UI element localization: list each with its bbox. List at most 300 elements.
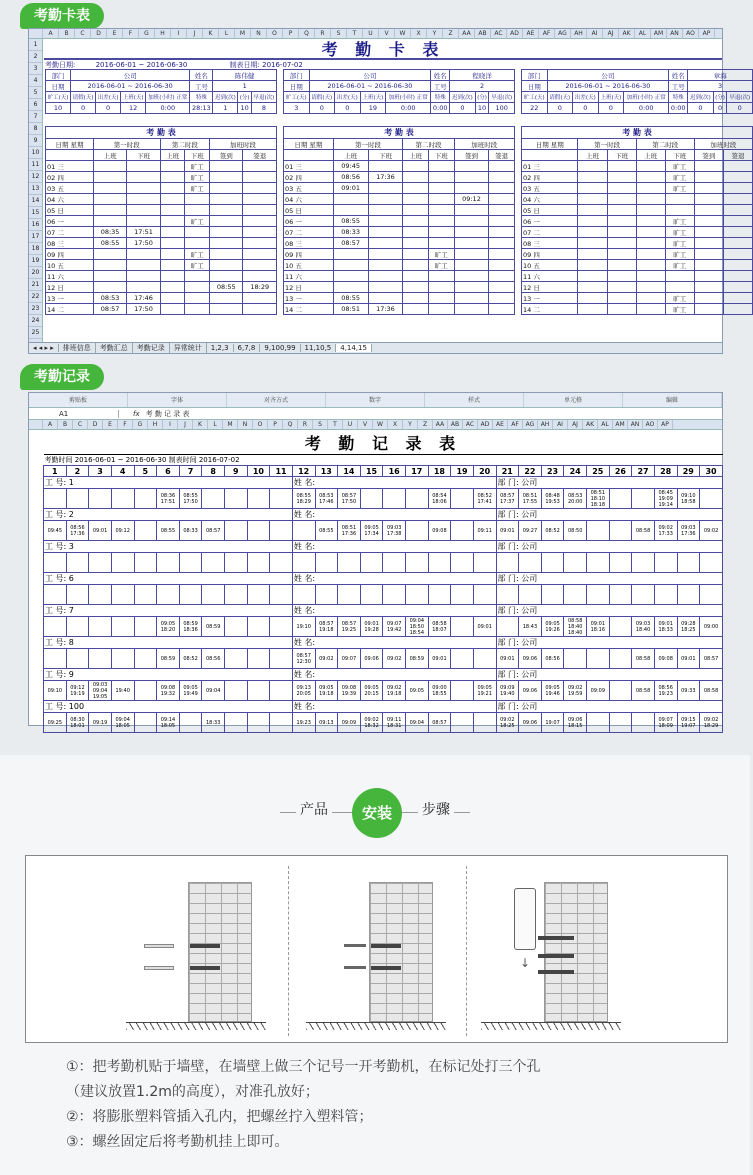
name-value: 程晓洋 bbox=[450, 70, 515, 81]
punch-cell: 09:01 bbox=[496, 649, 519, 669]
column-header[interactable]: AB bbox=[448, 420, 463, 429]
date-range: 2016-06-01 ~ 2016-06-30 bbox=[95, 61, 188, 69]
column-header[interactable]: C bbox=[75, 29, 91, 38]
time-cell bbox=[723, 227, 752, 238]
day-cell: 01 三 bbox=[522, 161, 578, 172]
punch-cell bbox=[111, 553, 134, 573]
column-header[interactable]: AC bbox=[463, 420, 478, 429]
punch-cell: 08:50 bbox=[564, 521, 587, 541]
column-header[interactable]: Z bbox=[418, 420, 433, 429]
punch-cell: 08:55 bbox=[157, 521, 180, 541]
column-header[interactable]: H bbox=[148, 420, 163, 429]
punch-cell bbox=[451, 585, 474, 605]
column-header[interactable]: AE bbox=[493, 420, 508, 429]
column-header[interactable]: P bbox=[283, 29, 299, 38]
row-header[interactable]: 6 bbox=[29, 99, 42, 111]
punch-cell: 08:55 bbox=[315, 521, 338, 541]
column-header[interactable]: Q bbox=[299, 29, 315, 38]
punch-cell bbox=[89, 617, 112, 637]
time-cell bbox=[489, 183, 515, 194]
time-cell: 旷工 bbox=[665, 216, 694, 227]
row-header[interactable]: 22 bbox=[29, 291, 42, 303]
time-cell bbox=[160, 304, 185, 315]
ribbon-group[interactable]: 单元格 bbox=[524, 393, 623, 407]
row-header[interactable]: 25 bbox=[29, 327, 42, 339]
column-header[interactable]: I bbox=[171, 29, 187, 38]
time-cell bbox=[368, 260, 403, 271]
punch-cell bbox=[66, 489, 89, 509]
time-cell bbox=[694, 304, 723, 315]
punch-cell: 08:48 19:53 bbox=[541, 489, 564, 509]
time-cell: 08:55 bbox=[333, 216, 368, 227]
time-cell bbox=[694, 183, 723, 194]
column-header[interactable]: AD bbox=[478, 420, 493, 429]
punch-cell bbox=[609, 713, 632, 733]
column-header[interactable]: L bbox=[219, 29, 235, 38]
sheet-tab[interactable]: 异常统计 bbox=[170, 343, 207, 353]
day-cell: 02 四 bbox=[522, 172, 578, 183]
punch-cell bbox=[225, 521, 248, 541]
time-cell bbox=[333, 282, 368, 293]
column-header[interactable]: AD bbox=[507, 29, 523, 38]
shift-header: 第一时段 bbox=[93, 139, 160, 150]
time-cell: 旷工 bbox=[665, 172, 694, 183]
punch-cell: 08:57 17:50 bbox=[338, 489, 361, 509]
sheet-tab[interactable]: 11,10,5 bbox=[301, 344, 337, 352]
column-header[interactable]: AF bbox=[508, 420, 523, 429]
column-header[interactable]: T bbox=[328, 420, 343, 429]
punch-cell bbox=[157, 553, 180, 573]
time-cell bbox=[243, 238, 277, 249]
arrow-down-icon: ↓ bbox=[520, 956, 531, 970]
column-header[interactable]: A bbox=[43, 29, 59, 38]
column-header[interactable]: AM bbox=[651, 29, 667, 38]
punch-cell bbox=[202, 553, 225, 573]
column-header[interactable]: L bbox=[208, 420, 223, 429]
punch-cell: 09:01 bbox=[496, 521, 519, 541]
ribbon-group[interactable]: 数字 bbox=[326, 393, 425, 407]
time-cell bbox=[694, 282, 723, 293]
sheet-tab[interactable]: 考勤汇总 bbox=[96, 343, 133, 353]
heading-right: 步骤 bbox=[418, 799, 454, 819]
sheet-tab[interactable]: 9,100,99 bbox=[260, 344, 300, 352]
ribbon-group[interactable]: 对齐方式 bbox=[227, 393, 326, 407]
time-cell: 08:55 bbox=[210, 282, 243, 293]
stat-value: 0 bbox=[309, 103, 335, 114]
row-header[interactable]: 9 bbox=[29, 135, 42, 147]
ribbon-group[interactable]: 样式 bbox=[425, 393, 524, 407]
time-cell bbox=[243, 161, 277, 172]
column-header[interactable]: AA bbox=[459, 29, 475, 38]
time-cell bbox=[403, 282, 429, 293]
employee-info-table bbox=[283, 69, 515, 114]
time-cell bbox=[243, 260, 277, 271]
day-cell: 04 六 bbox=[46, 194, 94, 205]
day-cell: 06 一 bbox=[522, 216, 578, 227]
time-cell bbox=[578, 260, 607, 271]
time-cell bbox=[403, 293, 429, 304]
column-header[interactable]: U bbox=[363, 29, 379, 38]
time-cell bbox=[210, 238, 243, 249]
punch-cell: 08:51 17:36 bbox=[338, 521, 361, 541]
sheet-tab[interactable]: 6,7,8 bbox=[234, 344, 261, 352]
row-header[interactable]: 11 bbox=[29, 159, 42, 171]
sheet-tab[interactable]: 1,2,3 bbox=[207, 344, 234, 352]
punch-cell bbox=[338, 553, 361, 573]
row-header[interactable]: 18 bbox=[29, 243, 42, 255]
ribbon-group[interactable]: 剪贴板 bbox=[29, 393, 128, 407]
punch-cell: 08:51 18:10 18:18 bbox=[587, 489, 610, 509]
column-header[interactable]: X bbox=[411, 29, 427, 38]
row-header[interactable]: 8 bbox=[29, 123, 42, 135]
time-cell bbox=[428, 282, 454, 293]
column-header[interactable]: AK bbox=[583, 420, 598, 429]
column-header[interactable]: H bbox=[155, 29, 171, 38]
column-header[interactable]: AH bbox=[538, 420, 553, 429]
row-header[interactable]: 17 bbox=[29, 231, 42, 243]
time-cell bbox=[607, 260, 636, 271]
punch-cell: 08:58 18:40 18:40 bbox=[564, 617, 587, 637]
punch-cell: 09:08 bbox=[428, 521, 451, 541]
corner-cell[interactable] bbox=[29, 420, 43, 429]
column-header[interactable]: F bbox=[123, 29, 139, 38]
punch-cell: 08:45 19:09 19:14 bbox=[654, 489, 677, 509]
shift-sub bbox=[522, 150, 578, 161]
step-1b: （建议放置1.2m的高度），对准孔放好； bbox=[66, 1084, 319, 1100]
punch-cell: 09:02 bbox=[700, 521, 723, 541]
row-header[interactable]: 5 bbox=[29, 87, 42, 99]
column-header[interactable]: Q bbox=[283, 420, 298, 429]
ribbon-group[interactable]: 字体 bbox=[128, 393, 227, 407]
column-header[interactable]: AK bbox=[619, 29, 635, 38]
column-header[interactable]: U bbox=[343, 420, 358, 429]
record-title: 考 勤 记 录 表 bbox=[44, 431, 723, 455]
id-label: 工号 bbox=[190, 81, 213, 92]
punch-cell bbox=[270, 489, 293, 509]
punch-cell bbox=[654, 585, 677, 605]
punch-cell: 08:52 17:41 bbox=[473, 489, 496, 509]
punch-cell: 09:05 20:15 bbox=[360, 681, 383, 701]
tab-nav-icon[interactable]: ◂ ◂ ▸ ▸ bbox=[29, 344, 59, 352]
column-header[interactable]: Z bbox=[443, 29, 459, 38]
row-header[interactable]: 10 bbox=[29, 147, 42, 159]
punch-cell bbox=[292, 553, 315, 573]
punch-cell: 08:51 17:55 bbox=[519, 489, 542, 509]
screw-2 bbox=[344, 966, 366, 969]
daily-attendance-table bbox=[45, 126, 277, 315]
column-header[interactable]: B bbox=[59, 29, 75, 38]
day-header: 29 bbox=[677, 466, 700, 477]
column-header[interactable]: AH bbox=[571, 29, 587, 38]
column-header[interactable]: AJ bbox=[568, 420, 583, 429]
column-header[interactable]: Y bbox=[427, 29, 443, 38]
column-header[interactable]: AJ bbox=[603, 29, 619, 38]
time-cell: 18:29 bbox=[243, 282, 277, 293]
punch-cell bbox=[587, 585, 610, 605]
column-header[interactable]: AN bbox=[628, 420, 643, 429]
hole-2 bbox=[190, 966, 220, 970]
punch-cell: 09:01 bbox=[677, 649, 700, 669]
punch-cell bbox=[247, 553, 270, 573]
formula-input[interactable]: 考 勤 记 录 表 bbox=[145, 409, 190, 418]
column-header[interactable]: E bbox=[107, 29, 123, 38]
shift-sub: 签退 bbox=[243, 150, 277, 161]
name-label: 姓名 bbox=[190, 70, 213, 81]
column-header[interactable]: V bbox=[358, 420, 373, 429]
punch-cell bbox=[632, 553, 655, 573]
day-header: 11 bbox=[270, 466, 293, 477]
sheet-tab[interactable]: 考勤记录 bbox=[133, 343, 170, 353]
shift-sub bbox=[46, 150, 94, 161]
column-header[interactable]: AN bbox=[667, 29, 683, 38]
day-cell: 07 二 bbox=[284, 227, 334, 238]
column-header[interactable]: AE bbox=[523, 29, 539, 38]
wall-2 bbox=[369, 882, 433, 1022]
punch-cell bbox=[134, 649, 157, 669]
time-cell bbox=[243, 293, 277, 304]
column-header[interactable]: P bbox=[268, 420, 283, 429]
punch-cell: 08:57 19:25 bbox=[338, 617, 361, 637]
punch-cell bbox=[111, 489, 134, 509]
column-header[interactable]: R bbox=[298, 420, 313, 429]
column-header[interactable]: C bbox=[73, 420, 88, 429]
day-header: 24 bbox=[564, 466, 587, 477]
row-header[interactable]: 23 bbox=[29, 303, 42, 315]
install-steps bbox=[66, 1055, 706, 1155]
punch-cell bbox=[519, 585, 542, 605]
day-cell: 11 六 bbox=[522, 271, 578, 282]
time-cell bbox=[368, 249, 403, 260]
column-header[interactable]: AA bbox=[433, 420, 448, 429]
row-header[interactable]: 4 bbox=[29, 75, 42, 87]
employee-name-cell: 姓 名: bbox=[292, 669, 496, 681]
column-header[interactable]: M bbox=[235, 29, 251, 38]
time-cell bbox=[403, 238, 429, 249]
punch-cell bbox=[225, 489, 248, 509]
time-cell bbox=[243, 205, 277, 216]
column-header[interactable]: AM bbox=[613, 420, 628, 429]
stat-header: 旷工(天) bbox=[522, 92, 548, 103]
time-cell: 旷工 bbox=[665, 304, 694, 315]
column-header[interactable]: J bbox=[178, 420, 193, 429]
time-cell bbox=[489, 293, 515, 304]
ribbon-bar bbox=[29, 393, 722, 408]
time-cell bbox=[428, 271, 454, 282]
time-cell bbox=[160, 172, 185, 183]
column-header[interactable]: AL bbox=[635, 29, 651, 38]
time-cell bbox=[723, 172, 752, 183]
name-box[interactable]: A1 bbox=[29, 410, 119, 418]
punch-cell bbox=[247, 681, 270, 701]
column-header[interactable]: AC bbox=[491, 29, 507, 38]
day-cell: 05 日 bbox=[522, 205, 578, 216]
stat-value: 0 bbox=[727, 103, 753, 114]
sheet-tab[interactable]: 4,14,15 bbox=[336, 344, 372, 352]
column-header[interactable]: K bbox=[203, 29, 219, 38]
punch-cell: 19:07 bbox=[541, 713, 564, 733]
ground-3 bbox=[481, 1022, 621, 1030]
ribbon-group[interactable]: 编辑 bbox=[623, 393, 722, 407]
punch-cell bbox=[247, 489, 270, 509]
punch-cell: 09:13 20:05 bbox=[292, 681, 315, 701]
column-header[interactable]: D bbox=[88, 420, 103, 429]
column-header[interactable]: G bbox=[139, 29, 155, 38]
stat-header: 早退(次) bbox=[251, 92, 276, 103]
row-header[interactable]: 21 bbox=[29, 279, 42, 291]
column-header[interactable]: E bbox=[103, 420, 118, 429]
time-cell: 08:56 bbox=[333, 172, 368, 183]
column-header[interactable]: A bbox=[43, 420, 58, 429]
column-header[interactable]: AG bbox=[555, 29, 571, 38]
time-cell bbox=[636, 238, 665, 249]
punch-cell bbox=[292, 521, 315, 541]
column-header[interactable]: S bbox=[331, 29, 347, 38]
column-header[interactable]: AP bbox=[699, 29, 715, 38]
column-header[interactable]: R bbox=[315, 29, 331, 38]
column-header[interactable]: D bbox=[91, 29, 107, 38]
column-header[interactable]: F bbox=[118, 420, 133, 429]
column-header[interactable]: AI bbox=[553, 420, 568, 429]
time-cell bbox=[489, 304, 515, 315]
column-header[interactable]: I bbox=[163, 420, 178, 429]
day-cell: 08 三 bbox=[46, 238, 94, 249]
shift-sub: 下班 bbox=[428, 150, 454, 161]
punch-cell bbox=[66, 553, 89, 573]
time-cell bbox=[428, 293, 454, 304]
row-header[interactable]: 15 bbox=[29, 207, 42, 219]
employee-name-cell: 姓 名: bbox=[292, 701, 496, 713]
row-header[interactable]: 2 bbox=[29, 51, 42, 63]
column-header[interactable]: B bbox=[58, 420, 73, 429]
day-header: 14 bbox=[338, 466, 361, 477]
column-header[interactable]: J bbox=[187, 29, 203, 38]
shift-sub: 签退 bbox=[489, 150, 515, 161]
row-header[interactable]: 1 bbox=[29, 39, 42, 51]
hole-1 bbox=[190, 944, 220, 948]
punch-cell: 09:14 18:05 bbox=[157, 713, 180, 733]
stat-header: 上班(天) bbox=[598, 92, 624, 103]
time-cell bbox=[428, 216, 454, 227]
row-header[interactable]: 16 bbox=[29, 219, 42, 231]
column-header[interactable]: O bbox=[253, 420, 268, 429]
column-header[interactable]: W bbox=[395, 29, 411, 38]
dept-value: 公司 bbox=[547, 70, 669, 81]
column-header[interactable]: N bbox=[251, 29, 267, 38]
time-cell bbox=[127, 216, 160, 227]
column-header[interactable]: K bbox=[193, 420, 208, 429]
row-header[interactable]: 14 bbox=[29, 195, 42, 207]
column-header[interactable]: V bbox=[379, 29, 395, 38]
shift-sub: 签到 bbox=[454, 150, 489, 161]
column-header[interactable]: AG bbox=[523, 420, 538, 429]
time-cell bbox=[578, 227, 607, 238]
row-header[interactable]: 13 bbox=[29, 183, 42, 195]
row-header[interactable]: 12 bbox=[29, 171, 42, 183]
time-cell bbox=[368, 282, 403, 293]
time-cell bbox=[636, 282, 665, 293]
time-cell bbox=[333, 194, 368, 205]
day-cell: 14 二 bbox=[522, 304, 578, 315]
punch-cell: 09:03 18:40 bbox=[632, 617, 655, 637]
time-cell bbox=[607, 304, 636, 315]
row-header[interactable]: 19 bbox=[29, 255, 42, 267]
time-cell bbox=[428, 304, 454, 315]
column-header[interactable]: AF bbox=[539, 29, 555, 38]
corner-cell[interactable] bbox=[29, 29, 43, 38]
time-cell bbox=[607, 205, 636, 216]
time-cell bbox=[578, 271, 607, 282]
column-header[interactable]: AB bbox=[475, 29, 491, 38]
row-header[interactable]: 20 bbox=[29, 267, 42, 279]
day-cell: 14 二 bbox=[46, 304, 94, 315]
time-cell bbox=[578, 194, 607, 205]
row-header[interactable]: 7 bbox=[29, 111, 42, 123]
day-cell: 11 六 bbox=[46, 271, 94, 282]
punch-cell: 09:27 bbox=[519, 521, 542, 541]
day-cell: 06 一 bbox=[284, 216, 334, 227]
time-cell bbox=[210, 183, 243, 194]
column-header[interactable]: X bbox=[388, 420, 403, 429]
sheet-tab[interactable]: 排班信息 bbox=[59, 343, 96, 353]
column-header[interactable]: AP bbox=[658, 420, 673, 429]
shift-sub: 上班 bbox=[636, 150, 665, 161]
time-cell bbox=[694, 172, 723, 183]
punch-cell: 08:59 bbox=[157, 649, 180, 669]
time-cell: 09:01 bbox=[333, 183, 368, 194]
time-cell bbox=[665, 205, 694, 216]
row-header[interactable]: 24 bbox=[29, 315, 42, 327]
day-cell: 09 四 bbox=[522, 249, 578, 260]
column-header[interactable]: AI bbox=[587, 29, 603, 38]
hole-7 bbox=[538, 970, 574, 974]
column-header[interactable]: Y bbox=[403, 420, 418, 429]
time-cell bbox=[636, 194, 665, 205]
column-header[interactable]: W bbox=[373, 420, 388, 429]
column-header[interactable]: O bbox=[267, 29, 283, 38]
column-header[interactable]: AL bbox=[598, 420, 613, 429]
stat-value: 1 bbox=[213, 103, 238, 114]
column-header[interactable]: G bbox=[133, 420, 148, 429]
column-header[interactable]: AO bbox=[683, 29, 699, 38]
step-3: ③：螺丝固定后将考勤机挂上即可。 bbox=[66, 1134, 289, 1150]
column-header[interactable]: T bbox=[347, 29, 363, 38]
column-header[interactable]: N bbox=[238, 420, 253, 429]
column-header[interactable]: S bbox=[313, 420, 328, 429]
punch-cell: 09:12 19:19 bbox=[66, 681, 89, 701]
stat-header: 旷工(天) bbox=[46, 92, 71, 103]
made-date: 2016-07-02 bbox=[262, 61, 303, 69]
time-cell bbox=[578, 304, 607, 315]
stat-header: 加班(小时) 正常 bbox=[624, 92, 669, 103]
stat-header: 请假(天) bbox=[71, 92, 96, 103]
time-cell bbox=[403, 205, 429, 216]
column-header[interactable]: AO bbox=[643, 420, 658, 429]
punch-cell bbox=[406, 585, 429, 605]
time-cell bbox=[160, 249, 185, 260]
time-cell bbox=[160, 205, 185, 216]
stat-value: 0 bbox=[547, 103, 573, 114]
time-cell: 09:12 bbox=[454, 194, 489, 205]
time-cell bbox=[368, 216, 403, 227]
row-header[interactable]: 3 bbox=[29, 63, 42, 75]
time-cell bbox=[636, 227, 665, 238]
punch-cell bbox=[496, 585, 519, 605]
day-cell: 03 五 bbox=[284, 183, 334, 194]
column-header[interactable]: M bbox=[223, 420, 238, 429]
employee-id-cell: 工 号: 7 bbox=[44, 605, 293, 617]
punch-cell bbox=[202, 489, 225, 509]
time-cell bbox=[127, 194, 160, 205]
